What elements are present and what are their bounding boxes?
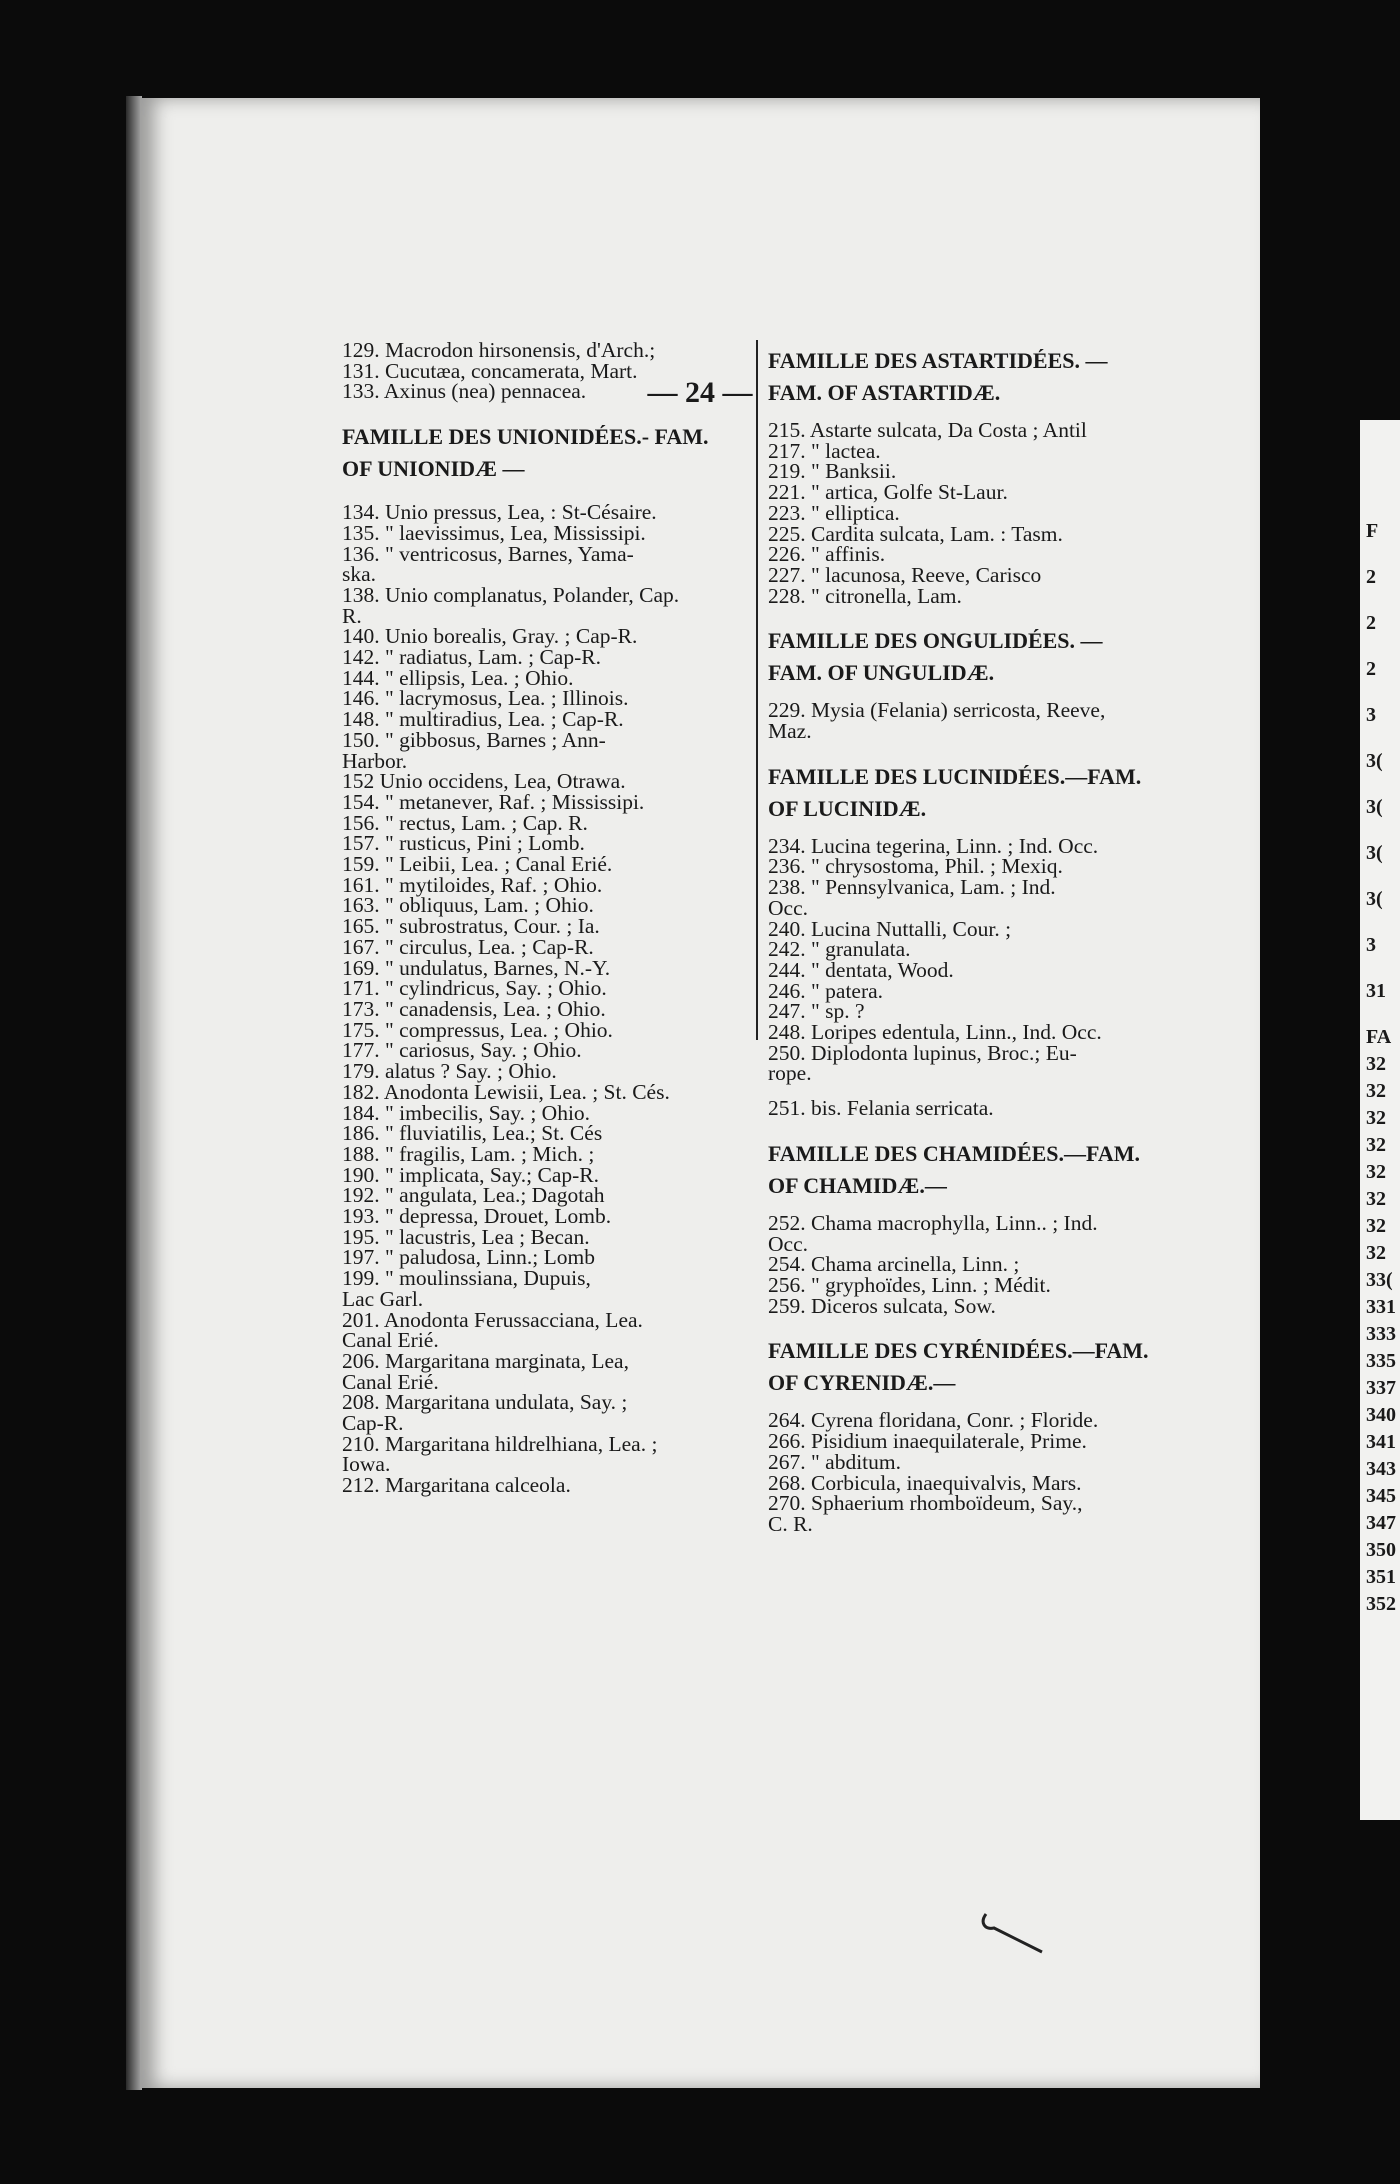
catalog-entry: Occ. bbox=[768, 1231, 808, 1256]
adjacent-page-fragment: 32 bbox=[1366, 1242, 1386, 1264]
adjacent-page-fragment: 340 bbox=[1366, 1404, 1396, 1426]
catalog-entry: R. bbox=[342, 603, 362, 628]
catalog-entry: 188. " fragilis, Lam. ; Mich. ; bbox=[342, 1141, 595, 1166]
catalog-entry: Cap-R. bbox=[342, 1411, 404, 1436]
catalog-entry: 252. Chama macrophylla, Linn.. ; Ind. bbox=[768, 1210, 1098, 1235]
catalog-entry: 161. " mytiloides, Raf. ; Ohio. bbox=[342, 872, 603, 897]
column-divider bbox=[756, 340, 758, 1040]
spacer bbox=[768, 742, 1204, 756]
adjacent-page-fragment: 3( bbox=[1366, 842, 1383, 864]
catalog-entry: 136. " ventricosus, Barnes, Yama- bbox=[342, 541, 634, 566]
adjacent-page-fragment: 33( bbox=[1366, 1269, 1393, 1291]
family-heading: FAM. OF UNGULIDÆ. bbox=[768, 660, 995, 686]
catalog-entry: 259. Diceros sulcata, Sow. bbox=[768, 1293, 996, 1318]
catalog-entry: 138. Unio complanatus, Polander, Cap. bbox=[342, 582, 680, 607]
right-column bbox=[768, 340, 1204, 1535]
family-heading: FAMILLE DES UNIONIDÉES.- FAM. bbox=[342, 424, 709, 450]
catalog-entry: 254. Chama arcinella, Linn. ; bbox=[768, 1252, 1020, 1277]
adjacent-page-fragment: 3( bbox=[1366, 888, 1383, 910]
adjacent-page-fragment: 331 bbox=[1366, 1296, 1396, 1318]
catalog-entry: 246. " patera. bbox=[768, 978, 884, 1003]
adjacent-page-fragment: 352 bbox=[1366, 1593, 1396, 1615]
family-heading: FAMILLE DES ASTARTIDÉES. — bbox=[768, 348, 1108, 373]
catalog-entry: 223. " elliptica. bbox=[768, 500, 900, 525]
catalog-entry: 165. " subrostratus, Cour. ; Ia. bbox=[342, 914, 600, 939]
family-heading: OF CHAMIDÆ.— bbox=[768, 1172, 947, 1198]
catalog-entry: 208. Margaritana undulata, Say. ; bbox=[342, 1390, 628, 1415]
adjacent-page-fragment: 32 bbox=[1366, 1134, 1386, 1156]
family-heading: OF CYRENIDÆ.— bbox=[768, 1370, 956, 1396]
catalog-entry: 184. " imbecilis, Say. ; Ohio. bbox=[342, 1100, 591, 1125]
family-heading: FAM. OF ASTARTIDÆ. bbox=[768, 380, 1001, 405]
catalog-entry: 225. Cardita sulcata, Lam. : Tasm. bbox=[768, 521, 1063, 546]
catalog-entry: 229. Mysia (Felania) serricosta, Reeve, bbox=[768, 698, 1106, 723]
adjacent-page-fragment: 333 bbox=[1366, 1323, 1396, 1345]
family-heading: FAMILLE DES CHAMIDÉES.—FAM. bbox=[768, 1140, 1140, 1166]
spacer bbox=[768, 606, 1204, 620]
catalog-entry: 247. " sp. ? bbox=[768, 999, 865, 1024]
catalog-entry: 234. Lucina tegerina, Linn. ; Ind. Occ. bbox=[768, 833, 1099, 858]
catalog-entry: 175. " compressus, Lea. ; Ohio. bbox=[342, 1017, 613, 1042]
catalog-entry: 266. Pisidium inaequilaterale, Prime. bbox=[768, 1429, 1087, 1454]
catalog-entry: 210. Margaritana hildrelhiana, Lea. ; bbox=[342, 1431, 658, 1456]
adjacent-page-fragment: 32 bbox=[1366, 1053, 1386, 1075]
catalog-entry: 206. Margaritana marginata, Lea, bbox=[342, 1348, 629, 1373]
catalog-entry: Canal Erié. bbox=[342, 1369, 439, 1394]
adjacent-page-fragment: 3( bbox=[1366, 796, 1383, 818]
catalog-entry: rope. bbox=[768, 1061, 812, 1086]
catalog-entry: Maz. bbox=[768, 719, 812, 744]
adjacent-page-fragment: 32 bbox=[1366, 1107, 1386, 1129]
catalog-entry: 134. Unio pressus, Lea, : St-Césaire. bbox=[342, 500, 657, 525]
catalog-entry: 144. " ellipsis, Lea. ; Ohio. bbox=[342, 665, 574, 690]
catalog-entry: 228. " citronella, Lam. bbox=[768, 583, 962, 608]
catalog-entry: 199. " moulinssiana, Dupuis, bbox=[342, 1266, 591, 1291]
catalog-entry: Iowa. bbox=[342, 1452, 391, 1477]
catalog-entry: 215. Astarte sulcata, Da Costa ; Antil bbox=[768, 418, 1087, 442]
catalog-entry: 167. " circulus, Lea. ; Cap-R. bbox=[342, 934, 594, 959]
catalog-entry: 156. " rectus, Lam. ; Cap. R. bbox=[342, 810, 588, 835]
family-heading: OF LUCINIDÆ. bbox=[768, 795, 927, 821]
catalog-entry: 133. Axinus (nea) pennacea. bbox=[342, 379, 587, 404]
adjacent-page-fragment: FA bbox=[1366, 1026, 1392, 1048]
catalog-entry: Canal Erié. bbox=[342, 1328, 439, 1353]
catalog-entry: 148. " multiradius, Lea. ; Cap-R. bbox=[342, 707, 624, 732]
page-number: — 24 — bbox=[647, 376, 753, 409]
catalog-entry: 240. Lucina Nuttalli, Cour. ; bbox=[768, 916, 1012, 941]
catalog-entry: 268. Corbicula, inaequivalvis, Mars. bbox=[768, 1470, 1082, 1495]
adjacent-page-fragment: 32 bbox=[1366, 1161, 1386, 1183]
catalog-entry: 159. " Leibii, Lea. ; Canal Erié. bbox=[342, 852, 613, 877]
catalog-entry: 146. " lacrymosus, Lea. ; Illinois. bbox=[342, 686, 629, 711]
adjacent-page-fragment: 347 bbox=[1366, 1512, 1396, 1534]
catalog-entry: 173. " canadensis, Lea. ; Ohio. bbox=[342, 996, 606, 1021]
family-heading: OF UNIONIDÆ — bbox=[342, 456, 525, 482]
catalog-entry: 248. Loripes edentula, Linn., Ind. Occ. bbox=[768, 1020, 1102, 1045]
catalog-entry: 140. Unio borealis, Gray. ; Cap-R. bbox=[342, 624, 638, 649]
family-heading: FAMILLE DES ONGULIDÉES. — bbox=[768, 628, 1103, 654]
catalog-entry: 157. " rusticus, Pini ; Lomb. bbox=[342, 831, 585, 856]
catalog-entry: 129. Macrodon hirsonensis, d'Arch.; bbox=[342, 338, 656, 362]
catalog-entry: 238. " Pennsylvanica, Lam. ; Ind. bbox=[768, 875, 1056, 900]
adjacent-page-fragment: F bbox=[1366, 520, 1379, 542]
adjacent-page-fragment: 3 bbox=[1366, 934, 1376, 956]
catalog-entry: 264. Cyrena floridana, Conr. ; Floride. bbox=[768, 1408, 1099, 1433]
catalog-entry: 179. alatus ? Say. ; Ohio. bbox=[342, 1059, 557, 1084]
catalog-entry: 212. Margaritana calceola. bbox=[342, 1473, 571, 1498]
adjacent-page-fragment: 343 bbox=[1366, 1458, 1396, 1480]
catalog-entry: 256. " gryphoïdes, Linn. ; Médit. bbox=[768, 1272, 1051, 1297]
catalog-entry: 267. " abditum. bbox=[768, 1449, 901, 1474]
adjacent-page-fragment: 350 bbox=[1366, 1539, 1396, 1561]
adjacent-page-fragment: 345 bbox=[1366, 1485, 1396, 1507]
catalog-entry: 169. " undulatus, Barnes, N.-Y. bbox=[342, 955, 611, 980]
spacer bbox=[768, 1119, 1204, 1133]
catalog-entry: 135. " laevissimus, Lea, Mississipi. bbox=[342, 520, 646, 545]
catalog-entry: 163. " obliquus, Lam. ; Ohio. bbox=[342, 893, 594, 918]
left-column bbox=[342, 340, 756, 1496]
adjacent-page-fragment: 2 bbox=[1366, 658, 1376, 680]
catalog-entry: 251. bis. Felania serricata. bbox=[768, 1096, 994, 1121]
catalog-entry: C. R. bbox=[768, 1511, 813, 1536]
pen-mark bbox=[980, 1908, 1050, 1958]
catalog-entry: 197. " paludosa, Linn.; Lomb bbox=[342, 1245, 596, 1270]
adjacent-page-fragment: 335 bbox=[1366, 1350, 1396, 1372]
adjacent-page-fragment: 31 bbox=[1366, 980, 1386, 1002]
adjacent-page-fragment: 2 bbox=[1366, 566, 1376, 588]
catalog-entry: 236. " chrysostoma, Phil. ; Mexiq. bbox=[768, 854, 1063, 879]
catalog-entry: 270. Sphaerium rhomboïdeum, Say., bbox=[768, 1491, 1083, 1516]
adjacent-page-fragment: 351 bbox=[1366, 1566, 1396, 1588]
family-heading: FAMILLE DES CYRÉNIDÉES.—FAM. bbox=[768, 1338, 1149, 1364]
spacer bbox=[768, 1316, 1204, 1330]
adjacent-page-fragment: 3( bbox=[1366, 750, 1383, 772]
catalog-entry: 142. " radiatus, Lam. ; Cap-R. bbox=[342, 645, 601, 670]
catalog-entry: 201. Anodonta Ferussacciana, Lea. bbox=[342, 1307, 643, 1332]
catalog-entry: 193. " depressa, Drouet, Lomb. bbox=[342, 1204, 612, 1229]
catalog-entry: 150. " gibbosus, Barnes ; Ann- bbox=[342, 727, 606, 752]
adjacent-page-fragment: 2 bbox=[1366, 612, 1376, 634]
catalog-entry: 217. " lactea. bbox=[768, 438, 881, 463]
adjacent-page-fragment: 337 bbox=[1366, 1377, 1396, 1399]
adjacent-page-fragment: 32 bbox=[1366, 1188, 1386, 1210]
catalog-entry: ska. bbox=[342, 562, 377, 587]
catalog-entry: 195. " lacustris, Lea ; Becan. bbox=[342, 1224, 590, 1249]
catalog-entry: 227. " lacunosa, Reeve, Carisco bbox=[768, 562, 1042, 587]
family-heading: FAMILLE DES LUCINIDÉES.—FAM. bbox=[768, 763, 1142, 789]
catalog-entry: 186. " fluviatilis, Lea.; St. Cés bbox=[342, 1121, 603, 1146]
catalog-entry: 244. " dentata, Wood. bbox=[768, 957, 954, 982]
catalog-entry: Harbor. bbox=[342, 748, 408, 773]
spacer bbox=[342, 402, 756, 416]
catalog-entry: 226. " affinis. bbox=[768, 542, 886, 567]
catalog-entry: 250. Diplodonta lupinus, Broc.; Eu- bbox=[768, 1040, 1077, 1065]
catalog-entry: 177. " cariosus, Say. ; Ohio. bbox=[342, 1038, 582, 1063]
catalog-entry: 182. Anodonta Lewisii, Lea. ; St. Cés. bbox=[342, 1079, 670, 1104]
catalog-entry: 219. " Banksii. bbox=[768, 459, 897, 484]
catalog-entry: 192. " angulata, Lea.; Dagotah bbox=[342, 1183, 605, 1208]
catalog-entry: 242. " granulata. bbox=[768, 937, 911, 962]
catalog-entry: 171. " cylindricus, Say. ; Ohio. bbox=[342, 976, 607, 1001]
catalog-entry: Occ. bbox=[768, 895, 808, 920]
adjacent-page-fragment: 3 bbox=[1366, 704, 1376, 726]
adjacent-page-fragment: 32 bbox=[1366, 1215, 1386, 1237]
catalog-entry: 221. " artica, Golfe St-Laur. bbox=[768, 480, 1008, 505]
catalog-entry: 154. " metanever, Raf. ; Mississipi. bbox=[342, 789, 645, 814]
adjacent-page-fragment: 341 bbox=[1366, 1431, 1396, 1453]
adjacent-page-fragment: 32 bbox=[1366, 1080, 1386, 1102]
catalog-entry: 190. " implicata, Say.; Cap-R. bbox=[342, 1162, 599, 1187]
catalog-entry: Lac Garl. bbox=[342, 1286, 424, 1311]
catalog-entry: 152 Unio occidens, Lea, Otrawa. bbox=[342, 769, 626, 794]
catalog-entry: 131. Cucutæa, concamerata, Mart. bbox=[342, 358, 638, 383]
